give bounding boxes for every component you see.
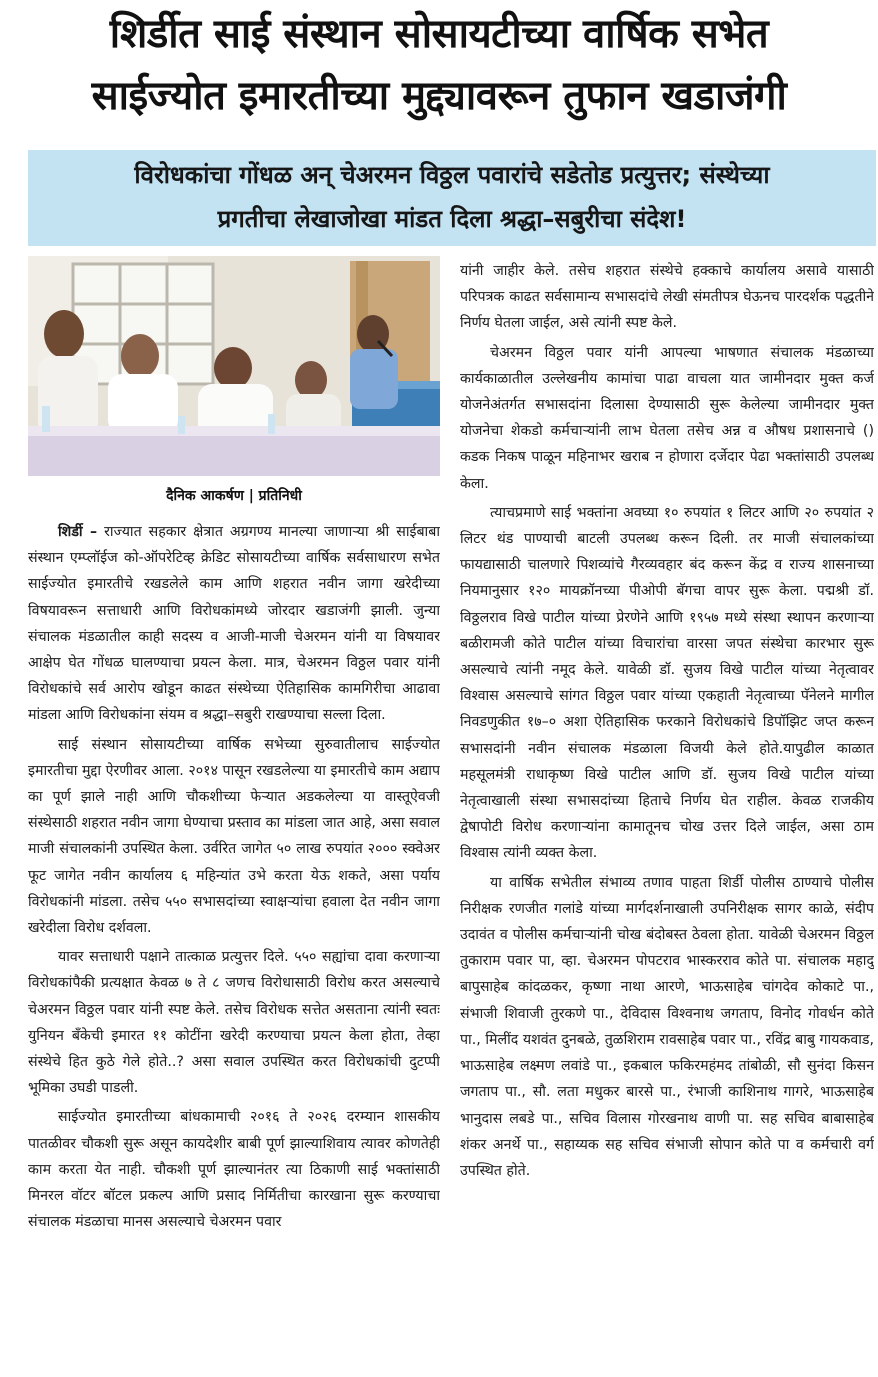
article-paragraph-text: राज्यात सहकार क्षेत्रात अग्रगण्य मानल्या जाणाऱ्या श्री साईबाबा संस्थान एम्प्लॉईज को-ऑपरेटिव्ह क्रेडिट सोसायटीच्या वार्षिक सर्वसाधारण सभेत साईज्योत इमारतीचे रखडलेले काम आणि शहरात नवीन जागा खरेदीच्या विषयावरून सत्ताधारी आणि विरोधकांमध्ये जोरदार खडाजंगी झाली. जुन्या संचालक मंडळातील काही सदस्य व आजी-माजी चेअरमन यांनी या विषयावर आक्षेप घेत गोंधळ घालण्याचा प्रयत्न केला. मात्र, चेअरमन विठ्ठल पवार यांनी विरोधकांचे सर्व आरोप खोडून काढत संस्थेच्या ऐतिहासिक कामगिरीचा आढावा मांडला आणि विरोधकांना संयम व श्रद्धा–सबुरी राखण्याचा सल्ला दिला. xyxy=(28,524,440,724)
dateline: शिर्डी – xyxy=(58,524,98,540)
article-paragraph: साई संस्थान सोसायटीच्या वार्षिक सभेच्या सुरुवातीलाच साईज्योत इमारतीचा मुद्दा ऐरणीवर आला. २०१४ पासून रखडलेल्या या इमारतीचे काम अद्याप का पूर्ण झाले नाही आणि चौकशीच्या फेऱ्यात अडकलेल्या या वास्तूऐवजी संस्थेसाठी शहरात नवीन जागा घेण्याचा प्रस्ताव का मांडला जात आहे, असा सवाल माजी संचालकांनी उपस्थित केला. उर्वरित जागेत ५० लाख रुपयांत २००० स्क्वेअर फूट जागेत नवीन कार्यालय ६ महिन्यांत उभे करता येऊ शकते, असा पर्याय विरोधकांनी मांडला. तसेच ५५० सभासदांच्या स्वाक्षऱ्यांचा हवाला देत नवीन जागा खरेदीला विरोध दर्शवला. xyxy=(28,736,440,937)
subheadline-line-1: विरोधकांचा गोंधळ अन्‌ चेअरमन विठ्ठल पवारांचे सडेतोड प्रत्युत्तर; संस्थेच्या xyxy=(134,161,770,189)
headline-line-2: साईज्योत इमारतीच्या मुद्द्यावरून तुफान खडाजंगी xyxy=(91,73,787,119)
byline: दैनिक आकर्षण | प्रतिनिधी xyxy=(166,488,302,504)
subheadline-line-2: प्रगतीचा लेखाजोखा मांडत दिला श्रद्धा–सबुरीचा संदेश! xyxy=(217,205,687,233)
article-paragraph: या वार्षिक सभेतील संभाव्य तणाव पाहता शिर्डी पोलीस ठाण्याचे पोलीस निरीक्षक रणजीत गलांडे यांच्या मार्गदर्शनाखाली उपनिरीक्षक सागर काळे, संदीप उदावंत व पोलीस कर्मचाऱ्यांनी चोख बंदोबस्त ठेवला होता. यावेळी चेअरमन विठ्ठल तुकाराम पवार पा, व्हा. चेअरमन पोपटराव भास्करराव कोते पा. संचालक महादु बापुसाहेब कांदळकर, कृष्णा नाथा आरणे, भाऊसाहेब चांगदेव कोकाटे पा., संभाजी शिवाजी तुरकणे पा., देविदास विश्वनाथ जगताप, विनोद गोवर्धन कोते पा., मिलींद यशवंत दुनबळे, तुळशिराम रावसाहेब पवार पा., रविंद्र बाबु गायकवाड, भाऊसाहेब लक्ष्मण लवांडे पा., इकबाल फकिरमहंमद तांबोळी, सौ सुनंदा किसन जगताप पा., सौ. लता मधुकर बारसे पा., रंभाजी काशिनाथ गागरे, भाऊसाहेब भानुदास लबडे पा., सचिव विलास गोरखनाथ वाणी पा. सह सचिव बाबासाहेब शंकर अनर्थे पा., सहाय्यक सह सचिव संभाजी सोपान कोते पा व कर्मचारी वर्ग उपस्थित होते. xyxy=(460,874,874,1179)
article-paragraph: यांनी जाहीर केले. तसेच शहरात संस्थेचे हक्काचे कार्यालय असावे यासाठी परिपत्रक काढत सर्वसामान्य सभासदांचे लेखी संमतीपत्र घेऊनच पारदर्शक पद्धतीने निर्णय घेतला जाईल, असे त्यांनी स्पष्ट केले. xyxy=(460,263,874,332)
article-paragraph xyxy=(28,519,440,729)
meeting-photo-illustration xyxy=(28,256,440,476)
subheadline-box xyxy=(28,150,876,246)
article-paragraph: चेअरमन विठ्ठल पवार यांनी आपल्या भाषणात संचालक मंडळाच्या कार्यकाळातील उल्लेखनीय कामांचा पाढा वाचला यात जामीनदार मुक्त कर्ज योजनेअंतर्गत सभासदांना दिलासा देण्यासाठी सुरू केलेल्या जामीनदार मुक्त योजनेचा शेकडो कर्मचाऱ्यांनी लाभ घेतला तसेच अन्न व औषध प्रशासनाचे () कडक निकष पाळून महिनाभर खराब न होणारा दर्जेदार पेढा भक्तांसाठी उपलब्ध केला. xyxy=(460,344,874,492)
meeting-photo xyxy=(28,256,440,476)
article-column-1 xyxy=(28,519,440,1369)
article-paragraph: त्याचप्रमाणे साई भक्तांना अवघ्या १० रुपयांत १ लिटर आणि २० रुपयांत २ लिटर थंड पाण्याची बाटली उपलब्ध करून दिली. तर माजी संचालकांच्या फायद्यासाठी चालणारे पिशव्यांचे गैरव्यवहार बंद करून केंद्र व राज्य शासनाच्या नियमानुसार १२० मायक्रॉनच्या पीओपी बॅगचा वापर सुरू केला. पद्मश्री डॉ. विठ्ठलराव विखे पाटील यांच्या प्रेरणेने आणि १९५७ मध्ये संस्था स्थापन करणाऱ्या बळीरामजी कोते पाटील यांच्या विचारांचा वारसा जपत संस्थेचा कारभार सुरू असल्याचे त्यांनी नमूद केले. यावेळी डॉ. सुजय विखे पाटील यांच्या नेतृत्वावर विश्वास असल्याचे सांगत विठ्ठल पवार यांच्या एकहाती नेतृत्वाच्या पॅनेलने मागील निवडणुकीत १७–० अशा ऐतिहासिक फरकाने विरोधकांचे डिपॉझिट जप्त करून सभासदांनी नवीन संचालक मंडळाला विजयी केले होते.यापुढील काळात महसूलमंत्री राधाकृष्ण विखे पाटील आणि डॉ. सुजय विखे पाटील यांच्या नेतृत्वाखाली संस्था सभासदांच्या हिताचे निर्णय घेत राहील. केवळ राजकीय द्वेषापोटी विरोध करणाऱ्यांना कामातूनच चोख उत्तर दिले जाईल, असा ठाम विश्वास त्यांनी व्यक्त केला. xyxy=(460,504,874,862)
article-paragraph: यावर सत्ताधारी पक्षाने तात्काळ प्रत्युत्तर दिले. ५५० सह्यांचा दावा करणाऱ्या विरोधकांपैकी प्रत्यक्षात केवळ ७ ते ८ जणच विरोधासाठी विरोध करत असल्याचे चेअरमन विठ्ठल पवार यांनी स्पष्ट केले. तसेच विरोधक सत्तेत असताना त्यांनी स्वतः युनियन बँकेची इमारत ११ कोटींना खरेदी करण्याचा प्रयत्न केला होता, तेव्हा संस्थेचे हित कुठे गेले होते..? असा सवाल उपस्थित करत विरोधकांची दुटप्पी भूमिका उघडी पाडली. xyxy=(28,949,440,1097)
article-column-2 xyxy=(460,258,874,1370)
headline-line-1: शिर्डीत साई संस्थान सोसायटीच्या वार्षिक सभेत xyxy=(109,11,769,57)
article-paragraph: साईज्योत इमारतीच्या बांधकामाची २०१६ ते २०२६ दरम्यान शासकीय पातळीवर चौकशी सुरू असून कायदेशीर बाबी पूर्ण झाल्याशिवाय त्यावर कोणतेही काम करता येत नाही. चौकशी पूर्ण झाल्यानंतर त्या ठिकाणी साई भक्तांसाठी मिनरल वॉटर बॉटल प्रकल्प आणि प्रसाद निर्मितीचा कारखाना सुरू करण्याचा संचालक मंडळाचा मानस असल्याचे चेअरमन पवार xyxy=(28,1109,440,1231)
